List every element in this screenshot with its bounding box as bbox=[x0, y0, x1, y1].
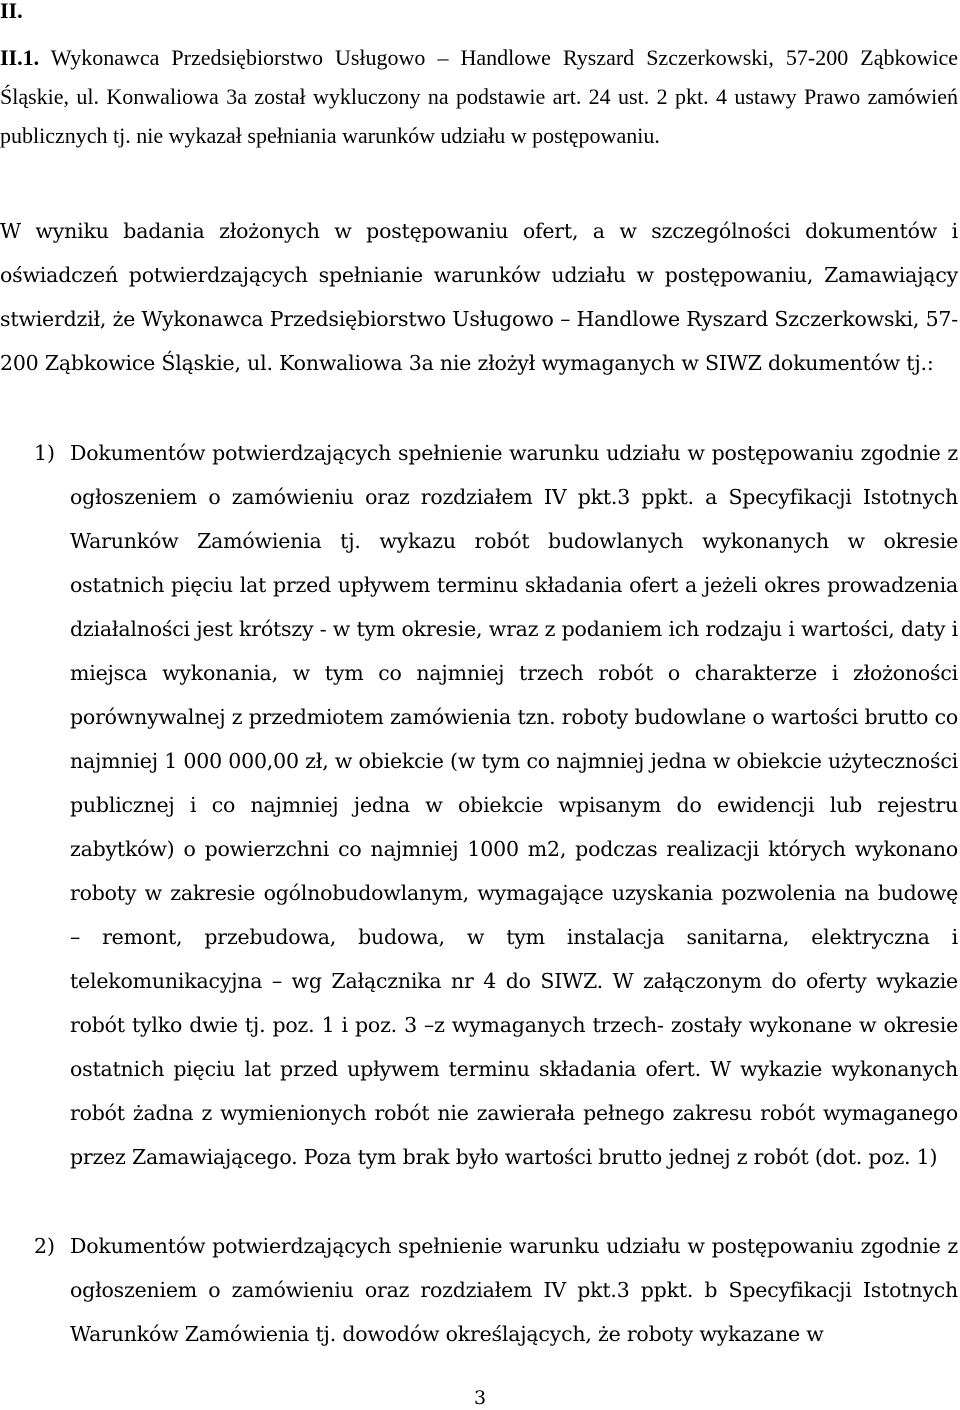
intro-paragraph bbox=[0, 38, 958, 155]
intro-number: II.1. bbox=[0, 45, 40, 70]
list-item-number: 1) bbox=[34, 441, 56, 465]
list-item-number: 2) bbox=[34, 1234, 56, 1258]
intro-text: Wykonawca Przedsiębiorstwo Usługowo – Handlowe Ryszard Szczerkowski, 57-200 Ząbkowice Śląskie, ul. Konwaliowa 3a został wykluczony na podstawie art. 24 ust. 2 pkt. 4 ustawy Prawo zamówień publicznych tj. nie wykazał spełniania warunków udziału w postępowaniu. bbox=[0, 45, 958, 148]
section-heading: II. bbox=[0, 0, 23, 23]
list-item-text: Dokumentów potwierdzających spełnienie warunku udziału w postępowaniu zgodnie z ogłoszeniem o zamówieniu oraz rozdziałem IV pkt.3 ppkt. b Specyfikacji Istotnych Warunków Zamówienia tj. dowodów określających, że roboty wykazane w bbox=[70, 1234, 958, 1346]
list-item-text: Dokumentów potwierdzających spełnienie warunku udziału w postępowaniu zgodnie z ogłoszeniem o zamówieniu oraz rozdziałem IV pkt.3 ppkt. a Specyfikacji Istotnych Warunków Zamówienia tj. wykazu robót budowlanych wykonanych w okresie ostatnich pięciu lat przed upływem terminu składania ofert a jeżeli okres prowadzenia działalności jest krótszy - w tym okresie, wraz z podaniem ich rodzaju i wartości, daty i miejsca wykonania, w tym co najmniej trzech robót o charakterze i złożoności porównywalnej z przedmiotem zamówienia tzn. roboty budowlane o wartości brutto co najmniej 1 000 000,00 zł, w obiekcie (w tym co najmniej jedna w obiekcie użyteczności publicznej i co najmniej jedna w obiekcie wpisanym do ewidencji lub rejestru zabytków) o powierzchni co najmniej 1000 m2, podczas realizacji których wykonano roboty w zakresie ogólnobudowlanym, wymagające uzyskania pozwolenia na budowę – remont, przebudowa, budowa, w tym instalacja sanitarna, elektryczna i telekomunikacyjna – wg Załącznika nr 4 do SIWZ. W załączonym do oferty wykazie robót tylko dwie tj. poz. 1 i poz. 3 –z wymaganych trzech- zostały wykonane w okresie ostatnich pięciu lat przed upływem terminu składania ofert. W wykazie wykonanych robót żadna z wymienionych robót nie zawierała pełnego zakresu robót wymaganego przez Zamawiającego. Poza tym brak było wartości brutto jednej z robót (dot. poz. 1) bbox=[70, 441, 958, 1169]
main-paragraph: W wyniku badania złożonych w postępowaniu ofert, a w szczególności dokumentów i oświadczeń potwierdzających spełnianie warunków udziału w postępowaniu, Zamawiający stwierdził, że Wykonawca Przedsiębiorstwo Usługowo – Handlowe Ryszard Szczerkowski, 57-200 Ząbkowice Śląskie, ul. Konwaliowa 3a nie złożył wymaganych w SIWZ dokumentów tj.: bbox=[0, 219, 958, 375]
page-number: 3 bbox=[473, 1387, 487, 1409]
